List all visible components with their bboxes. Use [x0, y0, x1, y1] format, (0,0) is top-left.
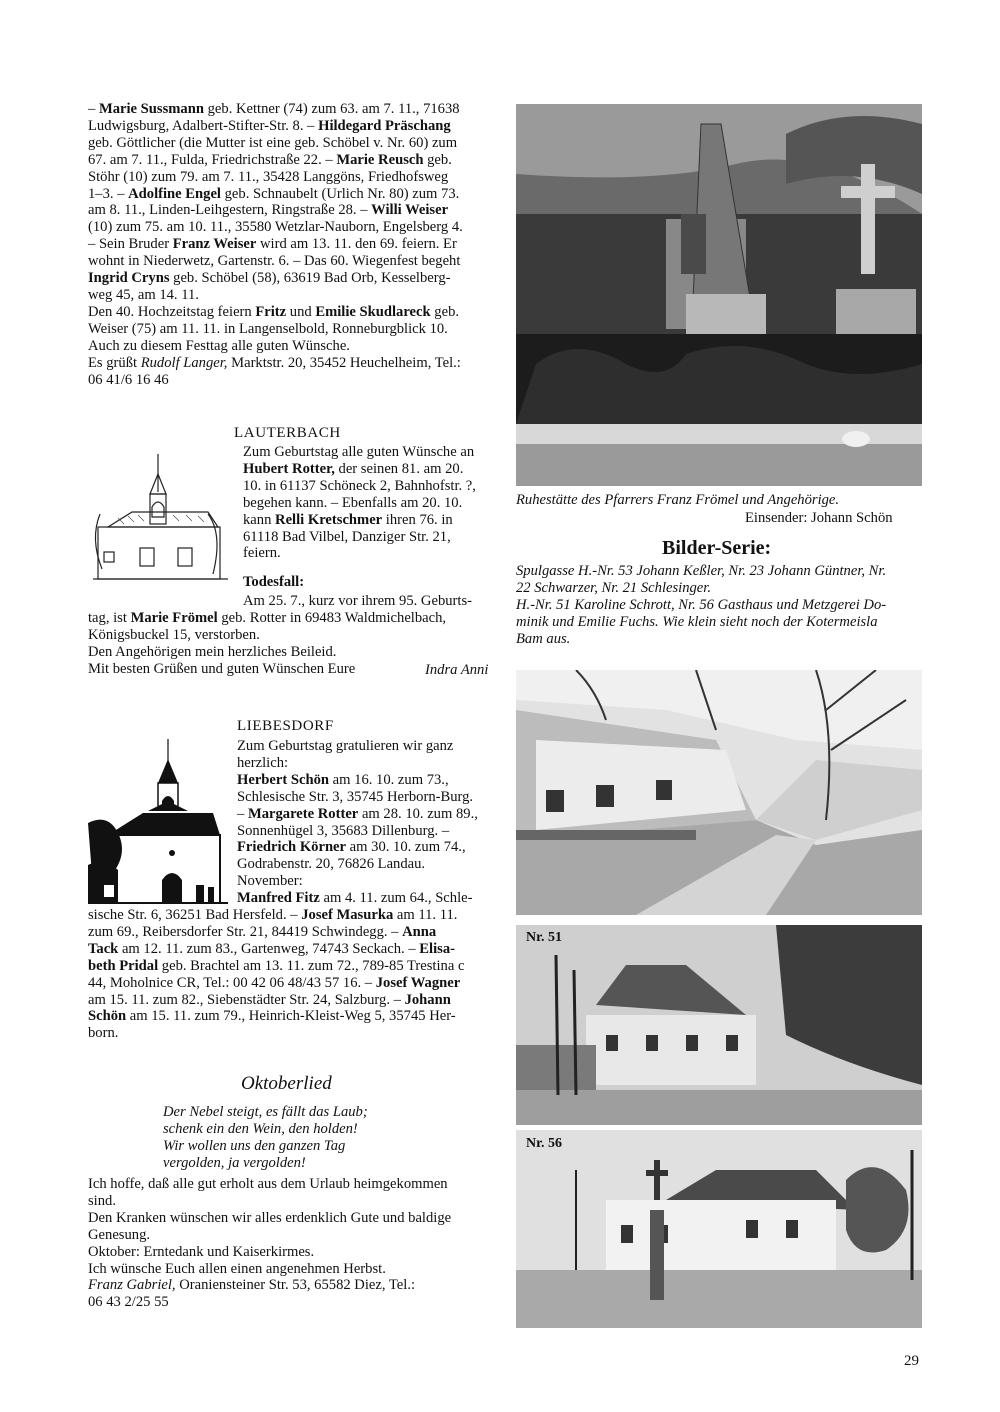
text-line: Bam aus.	[516, 630, 571, 647]
text-line: herzlich:	[237, 754, 289, 771]
text-line: born.	[88, 1025, 119, 1042]
text-line: Zum Geburtstag alle guten Wünsche an	[243, 444, 475, 460]
text-line: (10) zum 75. am 10. 11., 35580 Wetzlar-Nauborn, Engelsberg 4.	[88, 219, 463, 236]
text-line: Ingrid Cryns geb. Schöbel (58), 63619 Bad Orb, Kesselberg-	[88, 270, 451, 287]
text-line: Manfred Fitz am 4. 11. zum 64., Schle-	[237, 890, 473, 907]
closing-lines	[88, 1176, 493, 1311]
liebesdorf-church-drawing	[88, 735, 228, 905]
church-silhouette-icon	[88, 735, 228, 905]
text-line: wohnt in Niederwetz, Gartenstr. 6. – Das 60. Wiegenfest begeht	[88, 253, 461, 270]
text-line: tag, ist Marie Frömel geb. Rotter in 69483 Waldmichelbach,	[88, 609, 447, 626]
liebesdorf-continued-text	[88, 907, 493, 1042]
liebesdorf-heading: LIEBESDORF	[237, 718, 334, 734]
text-line: geb. Göttlicher (die Mutter ist eine geb. Schöbel v. Nr. 60) zum	[88, 134, 458, 151]
bilder-serie-text	[516, 563, 922, 648]
page-number: 29	[904, 1353, 919, 1369]
text-line: Königsbuckel 15, verstorben.	[88, 626, 260, 643]
text-line: Ich wünsche Euch allen einen angenehmen Herbst.	[88, 1260, 386, 1277]
text-line: Godrabenstr. 20, 76826 Landau.	[237, 856, 426, 873]
text-line: H.-Nr. 51 Karoline Schrott, Nr. 56 Gasthaus und Metzgerei Do-	[516, 596, 887, 613]
closing-text	[88, 1176, 493, 1311]
poem-title: Oktoberlied	[241, 1073, 332, 1094]
text-line: 22 Schwarzer, Nr. 21 Schlesinger.	[516, 579, 711, 596]
text-line: Hubert Rotter, der seinen 81. am 20.	[243, 460, 464, 477]
liebesdorf-full-lines	[88, 907, 493, 1042]
text-line: Schlesische Str. 3, 35745 Herborn-Burg.	[237, 788, 474, 805]
text-line: November:	[237, 873, 303, 890]
text-line: kann Relli Kretschmer ihren 76. in	[243, 511, 453, 528]
text-line: Zum Geburtstag gratulieren wir ganz	[237, 738, 454, 754]
text-line: 61118 Bad Vilbel, Danziger Str. 21,	[243, 528, 451, 545]
text-line: – Margarete Rotter am 28. 10. zum 89.,	[237, 805, 478, 822]
text-line: Stöhr (10) zum 79. am 7. 11., 35428 Langgöns, Friedhofsweg	[88, 168, 449, 185]
text-line: sind.	[88, 1192, 116, 1209]
text-line: zum 69., Reibersdorfer Str. 21, 84419 Schwindegg. – Anna	[88, 923, 437, 940]
spulgasse-photo	[516, 670, 922, 915]
text-line: Es grüßt Rudolf Langer, Marktstr. 20, 35452 Heuchelheim, Tel.:	[88, 354, 461, 371]
text-line: Mit besten Grüßen und guten Wünschen Eure	[88, 660, 356, 677]
text-line: sische Str. 6, 36251 Bad Hersfeld. – Josef Masurka am 11. 11.	[88, 907, 458, 923]
text-line: – Sein Bruder Franz Weiser wird am 13. 11. den 69. feiern. Er	[88, 236, 457, 253]
nr56-photo	[516, 1130, 922, 1328]
text-line: minik und Emilie Fuchs. Wie klein sieht noch der Kotermeisla	[516, 613, 878, 630]
heuchelheim-text	[88, 101, 493, 388]
text-line: Den Angehörigen mein herzliches Beileid.	[88, 643, 337, 660]
text-line: Der Nebel steigt, es fällt das Laub;	[163, 1104, 368, 1120]
text-line: 44, Moholnice CR, Tel.: 00 42 06 48/43 57 16. – Josef Wagner	[88, 974, 461, 991]
nr51-label: Nr. 51	[526, 930, 563, 945]
text-line: Auch zu diesem Festtag alle guten Wünsche.	[88, 337, 350, 354]
text-line: Friedrich Körner am 30. 10. zum 74.,	[237, 839, 466, 856]
text-line: beth Pridal geb. Brachtel am 13. 11. zum 72., 789-85 Trestina c	[88, 957, 465, 974]
text-line: weg 45, am 14. 11.	[88, 286, 199, 303]
poem-lines	[163, 1104, 483, 1172]
death-heading: Todesfall:	[243, 574, 305, 590]
text-line: Tack am 12. 11. zum 83., Gartenweg, 74743 Seckach. – Elisa-	[88, 940, 455, 957]
text-line: Sonnenhügel 3, 35683 Dillenburg. –	[237, 822, 450, 839]
chapel-sketch-icon	[88, 452, 236, 592]
lauterbach-text	[243, 444, 493, 562]
liebesdorf-lines	[237, 738, 493, 907]
bilder-serie-heading: Bilder-Serie:	[662, 537, 772, 559]
text-line: vergolden, ja vergolden!	[163, 1154, 306, 1171]
text-line: Ludwigsburg, Adalbert-Stifter-Str. 8. – Hildegard Präschang	[88, 117, 451, 134]
text-line: – Marie Sussmann geb. Kettner (74) zum 63. am 7. 11., 71638	[88, 101, 460, 117]
grave-photo	[516, 104, 922, 486]
lauterbach-church-drawing	[88, 452, 236, 592]
heuchelheim-lines	[88, 101, 493, 388]
text-line: Den 40. Hochzeitstag feiern Fritz und Emilie Skudlareck geb.	[88, 303, 460, 320]
nr51-photo	[516, 925, 922, 1125]
lauterbach-lines	[243, 444, 493, 562]
text-line: am 15. 11. zum 82., Siebenstädter Str. 24, Salzburg. – Johann	[88, 991, 451, 1008]
text-line: Ich hoffe, daß alle gut erholt aus dem Urlaub heimgekommen	[88, 1176, 448, 1192]
text-line: Wir wollen uns den ganzen Tag	[163, 1137, 346, 1154]
text-line: Genesung.	[88, 1226, 151, 1243]
liebesdorf-text	[237, 738, 493, 907]
text-line: Weiser (75) am 11. 11. in Langenselbold, Ronneburgblick 10.	[88, 320, 448, 337]
text-line: 06 43 2/25 55	[88, 1294, 169, 1311]
text-line: Franz Gabriel, Oraniensteiner Str. 53, 65582 Diez, Tel.:	[88, 1277, 416, 1294]
text-line: Oktober: Erntedank und Kaiserkirmes.	[88, 1243, 315, 1260]
bilder-serie-lines	[516, 563, 922, 648]
text-line: Den Kranken wünschen wir alles erdenklich Gute und baldige	[88, 1209, 452, 1226]
text-line: Herbert Schön am 16. 10. zum 73.,	[237, 771, 449, 788]
text-line: schenk ein den Wein, den holden!	[163, 1120, 358, 1137]
text-line: feiern.	[243, 545, 281, 562]
text-line: 10. in 61137 Schöneck 2, Bahnhofstr. ?,	[243, 477, 476, 494]
poem-text	[163, 1104, 483, 1172]
grave-photo-sender: Einsender: Johann Schön	[745, 510, 893, 526]
grave-photo-caption: Ruhestätte des Pfarrers Franz Frömel und Angehörige.	[516, 492, 840, 508]
text-line: Spulgasse H.-Nr. 53 Johann Keßler, Nr. 23 Johann Güntner, Nr.	[516, 563, 887, 579]
text-line: Schön am 15. 11. zum 79., Heinrich-Kleist-Weg 5, 35745 Her-	[88, 1008, 456, 1025]
text-line: Am 25. 7., kurz vor ihrem 95. Geburts-	[243, 593, 472, 609]
text-line: 1–3. – Adolfine Engel geb. Schnaubelt (Urlich Nr. 80) zum 73.	[88, 185, 460, 202]
nr56-label: Nr. 56	[526, 1136, 563, 1151]
text-line: begehen kann. – Ebenfalls am 20. 10.	[243, 494, 463, 511]
lauterbach-heading: LAUTERBACH	[234, 425, 341, 441]
text-line: am 8. 11., Linden-Leihgestern, Ringstraße 28. – Willi Weiser	[88, 202, 449, 219]
lauterbach-signature: Indra Anni	[425, 662, 489, 678]
text-line: 67. am 7. 11., Fulda, Friedrichstraße 22. – Marie Reusch geb.	[88, 151, 452, 168]
text-line: 06 41/6 16 46	[88, 371, 169, 388]
